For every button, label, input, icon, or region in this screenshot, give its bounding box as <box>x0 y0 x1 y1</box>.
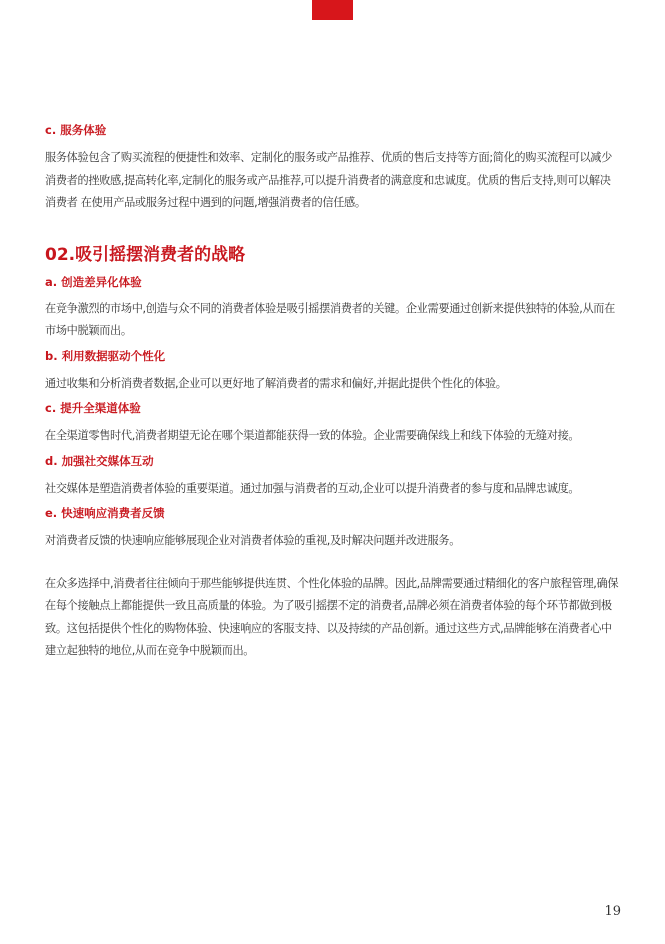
page-content <box>45 121 621 663</box>
conclusion-paragraph: 在众多选择中,消费者往往倾向于那些能够提供连贯、个性化体验的品牌。因此,品牌需要通过精细化的客户旅程管理,确保在每个接触点上都能提供一致且高质量的体验。为了吸引摇摆不定的消费者,品牌必须在消费者体验的每个环节都做到极致。这包括提供个性化的购物体验、快速响应的客服支持、以及持续的产品创新。通过这些方式,品牌能够在消费者心中建立起独特的地位,从而在竞争中脱颖而出。 <box>45 576 619 657</box>
section-title: 02.吸引摇摆消费者的战略 <box>45 244 246 265</box>
service-experience-heading: c. 服务体验 <box>45 123 107 137</box>
item-e-heading: e. 快速响应消费者反馈 <box>45 506 165 520</box>
top-red-tab <box>312 0 353 20</box>
item-a-heading: a. 创造差异化体验 <box>45 274 142 289</box>
item-b-paragraph: 通过收集和分析消费者数据,企业可以更好地了解消费者的需求和偏好,并据此提供个性化的体验。 <box>45 376 507 390</box>
item-d-paragraph: 社交媒体是塑造消费者体验的重要渠道。通过加强与消费者的互动,企业可以提升消费者的参与度和品牌忠诚度。 <box>45 481 580 495</box>
item-e-paragraph: 对消费者反馈的快速响应能够展现企业对消费者体验的重视,及时解决问题并改进服务。 <box>45 534 461 547</box>
item-a-paragraph: 在竞争激烈的市场中,创造与众不同的消费者体验是吸引摇摆消费者的关键。企业需要通过创新来提供独特的体验,从而在市场中脱颖而出。 <box>45 301 615 337</box>
item-d-heading: d. 加强社交媒体互动 <box>45 453 154 468</box>
page-number: 19 <box>604 904 621 919</box>
item-c-heading: c. 提升全渠道体验 <box>45 401 141 415</box>
item-c-paragraph: 在全渠道零售时代,消费者期望无论在哪个渠道都能获得一致的体验。企业需要确保线上和线下体验的无缝对接。 <box>45 429 580 442</box>
item-b-heading: b. 利用数据驱动个性化 <box>45 348 166 363</box>
service-experience-paragraph: 服务体验包含了购买流程的便捷性和效率、定制化的服务或产品推荐、优质的售后支持等方面;简化的购买流程可以减少消费者的挫败感,提高转化率,定制化的服务或产品推荐,可以提升消费者的满意度和忠诚度。优质的售后支持,则可以解决消费者 在使用产品或服务过程中遇到的问题,增强消费者的信任感。 <box>45 151 612 209</box>
